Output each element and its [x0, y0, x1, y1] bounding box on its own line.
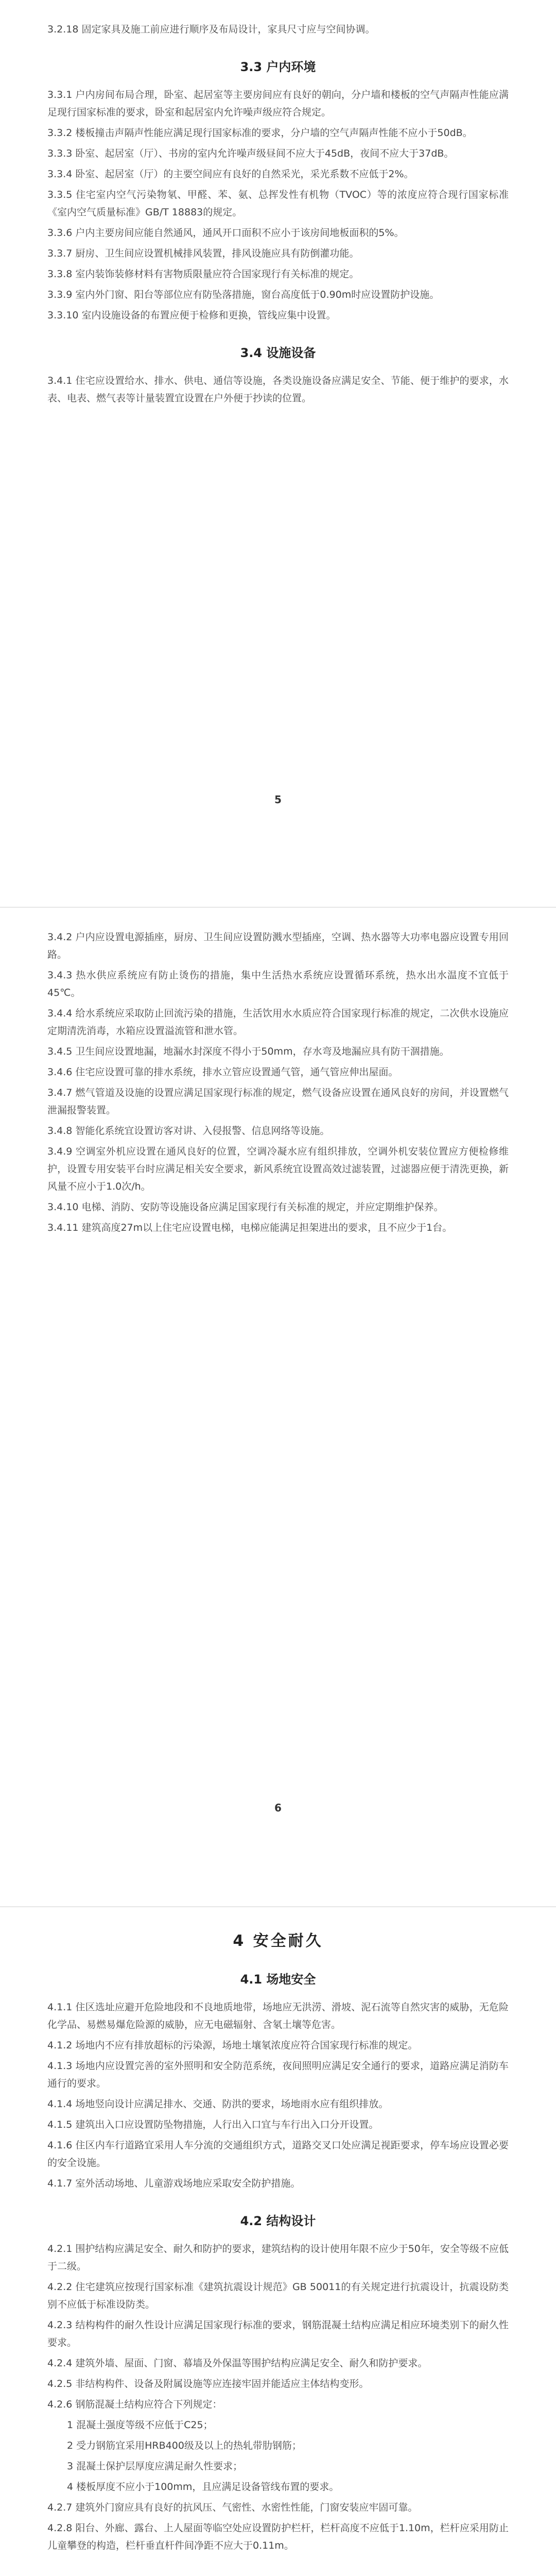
clause: 4.1.3 场地内应设置完善的室外照明和安全防范系统，夜间照明应满足安全通行的要求，道路应满足消防车通行的要求。: [47, 2060, 509, 2089]
section-title-3-3: 3.3 户内环境: [240, 60, 316, 74]
clause: 3.4.6 住宅应设置可靠的排水系统，排水立管应设置通气管，通气管应伸出屋面。: [47, 1066, 398, 1078]
page-number: 6: [274, 1802, 282, 1814]
clause: 3.4.8 智能化系统宜设置访客对讲、入侵报警、信息网络等设施。: [47, 1125, 330, 1137]
clause: 4.1.7 室外活动场地、儿童游戏场地应采取安全防护措施。: [47, 2178, 301, 2189]
clause: 3.3.2 楼板撞击声隔声性能应满足现行国家标准的要求，分户墙的空气声隔声性能不应小于50dB。: [47, 127, 473, 139]
clause: 4.2.8 阳台、外廊、露台、上人屋面等临空处应设置防护栏杆，栏杆高度不应低于1.10m，栏杆应采用防止儿童攀登的构造，栏杆垂直杆件间净距不应大于0.11m。: [47, 2522, 509, 2551]
clause: 3.3.9 室内外门窗、阳台等部位应有防坠落措施，窗台高度低于0.90m时应设置防护设施。: [47, 289, 440, 300]
document-page-1: [0, 0, 556, 907]
clause: 3.4.2 户内应设置电源插座，厨房、卫生间应设置防溅水型插座，空调、热水器等大功率电器应设置专用回路。: [47, 931, 509, 960]
clause: 3.3.8 室内装饰装修材料有害物质限量应符合国家现行有关标准的规定。: [47, 268, 359, 280]
clause: 3.4.7 燃气管道及设施的设置应满足国家现行标准的规定，燃气设备应设置在通风良好的房间，并设置燃气泄漏报警装置。: [47, 1087, 509, 1116]
clause: 3.3.6 户内主要房间应能自然通风，通风开口面积不应小于该房间地板面积的5%。: [47, 227, 404, 239]
clause: 4.2.1 围护结构应满足安全、耐久和防护的要求，建筑结构的设计使用年限不应少于50年，安全等级不应低于二级。: [47, 2243, 509, 2272]
clause: 4.2.5 非结构构件、设备及附属设施等应连接牢固并能适应主体结构变形。: [47, 2378, 369, 2389]
section-title-3-4: 3.4 设施设备: [240, 346, 316, 360]
sub-clause: 2 受力钢筋宜采用HRB400级及以上的热轧带肋钢筋；: [67, 2440, 302, 2451]
document-page-3: [0, 1906, 556, 2576]
clause: 4.1.1 住区选址应避开危险地段和不良地质地带，场地应无洪涝、滑坡、泥石流等自然灾害的威胁，无危险化学品、易燃易爆危险源的威胁，应无电磁辐射、含氡土壤等危害。: [47, 2002, 509, 2030]
clause: 3.3.1 户内房间布局合理，卧室、起居室等主要房间应有良好的朝向，分户墙和楼板的空气声隔声性能应满足现行国家标准的要求，卧室和起居室内允许噪声级应符合规定。: [47, 89, 509, 118]
clause: 3.3.3 卧室、起居室（厅）、书房的室内允许噪声级昼间不应大于45dB，夜间不应大于37dB。: [47, 148, 454, 159]
clause: 4.1.2 场地内不应有排放超标的污染源，场地土壤氡浓度应符合国家现行标准的规定。: [47, 2040, 418, 2051]
clause: 4.2.4 建筑外墙、屋面、门窗、幕墙及外保温等围护结构应满足安全、耐久和防护要求。: [47, 2358, 428, 2369]
clause: 3.3.7 厨房、卫生间应设置机械排风装置，排风设施应具有防倒灌功能。: [47, 248, 359, 259]
sub-clause: 4 楼板厚度不应小于100mm，且应满足设备管线布置的要求。: [67, 2481, 339, 2493]
clause: 3.4.9 空调室外机应设置在通风良好的位置，空调冷凝水应有组织排放，空调外机安装位置应方便检修维护，设置专用安装平台时应满足相关安全要求，新风系统宜设置高效过滤装置，过滤器应便于清洗更换，新风量不应小于1.0次/h。: [47, 1146, 509, 1192]
clause: 3.3.4 卧室、起居室（厅）的主要空间应有良好的自然采光，采光系数不应低于2%。: [47, 168, 414, 180]
clause: 3.3.10 室内设施设备的布置应便于检修和更换，管线应集中设置。: [47, 310, 336, 321]
clause: 4.1.6 住区内车行道路宜采用人车分流的交通组织方式，道路交叉口处应满足视距要求，停车场应设置必要的安全设施。: [47, 2140, 509, 2168]
clause: 4.2.7 建筑外门窗应具有良好的抗风压、气密性、水密性性能，门窗安装应牢固可靠。: [47, 2502, 418, 2513]
clause: 4.2.2 住宅建筑应按现行国家标准《建筑抗震设计规范》GB 50011的有关规定进行抗震设计，抗震设防类别不应低于标准设防类。: [47, 2281, 509, 2310]
clause: 3.3.5 住宅室内空气污染物氡、甲醛、苯、氨、总挥发性有机物（TVOC）等的浓度应符合现行国家标准《室内空气质量标准》GB/T 18883的规定。: [47, 189, 509, 218]
sub-clause: 1 混凝土强度等级不应低于C25；: [67, 2419, 213, 2431]
clause: 4.2.3 结构构件的耐久性设计应满足国家现行标准的要求，钢筋混凝土结构应满足相应环境类别下的耐久性要求。: [47, 2319, 509, 2348]
clause: 3.4.11 建筑高度27m以上住宅应设置电梯，电梯应能满足担架进出的要求，且不应少于1台。: [47, 1222, 453, 1233]
clause: 3.4.1 住宅应设置给水、排水、供电、通信等设施，各类设施设备应满足安全、节能、便于维护的要求，水表、电表、燃气表等计量装置宜设置在户外便于抄读的位置。: [47, 375, 509, 404]
section-title-4-2: 4.2 结构设计: [240, 2214, 316, 2228]
document-page-2: [0, 907, 556, 1906]
page-number: 5: [274, 793, 282, 806]
chapter-title-4: 4 安全耐久: [233, 1932, 323, 1950]
clause: 4.1.5 建筑出入口应设置防坠物措施，人行出入口宜与车行出入口分开设置。: [47, 2119, 379, 2130]
clause: 3.4.3 热水供应系统应有防止烫伤的措施，集中生活热水系统应设置循环系统，热水出水温度不宜低于45℃。: [47, 970, 509, 998]
sub-clause: 3 混凝土保护层厚度应满足耐久性要求；: [67, 2461, 243, 2472]
clause: 3.4.5 卫生间应设置地漏，地漏水封深度不得小于50mm，存水弯及地漏应具有防干涸措施。: [47, 1046, 449, 1057]
clause: 3.2.18 固定家具及施工前应进行顺序及布局设计，家具尺寸应与空间协调。: [47, 24, 375, 35]
clause: 3.4.10 电梯、消防、安防等设施设备应满足国家现行有关标准的规定，并应定期维护保养。: [47, 1201, 444, 1213]
clause: 4.2.6 钢筋混凝土结构应符合下列规定：: [47, 2399, 222, 2410]
clause: 4.1.4 场地竖向设计应满足排水、交通、防洪的要求，场地雨水应有组织排放。: [47, 2098, 389, 2110]
section-title-4-1: 4.1 场地安全: [240, 1972, 316, 1987]
clause: 3.4.4 给水系统应采取防止回流污染的措施，生活饮用水水质应符合国家现行标准的规定，二次供水设施应定期清洗消毒，水箱应设置溢流管和泄水管。: [47, 1008, 509, 1037]
